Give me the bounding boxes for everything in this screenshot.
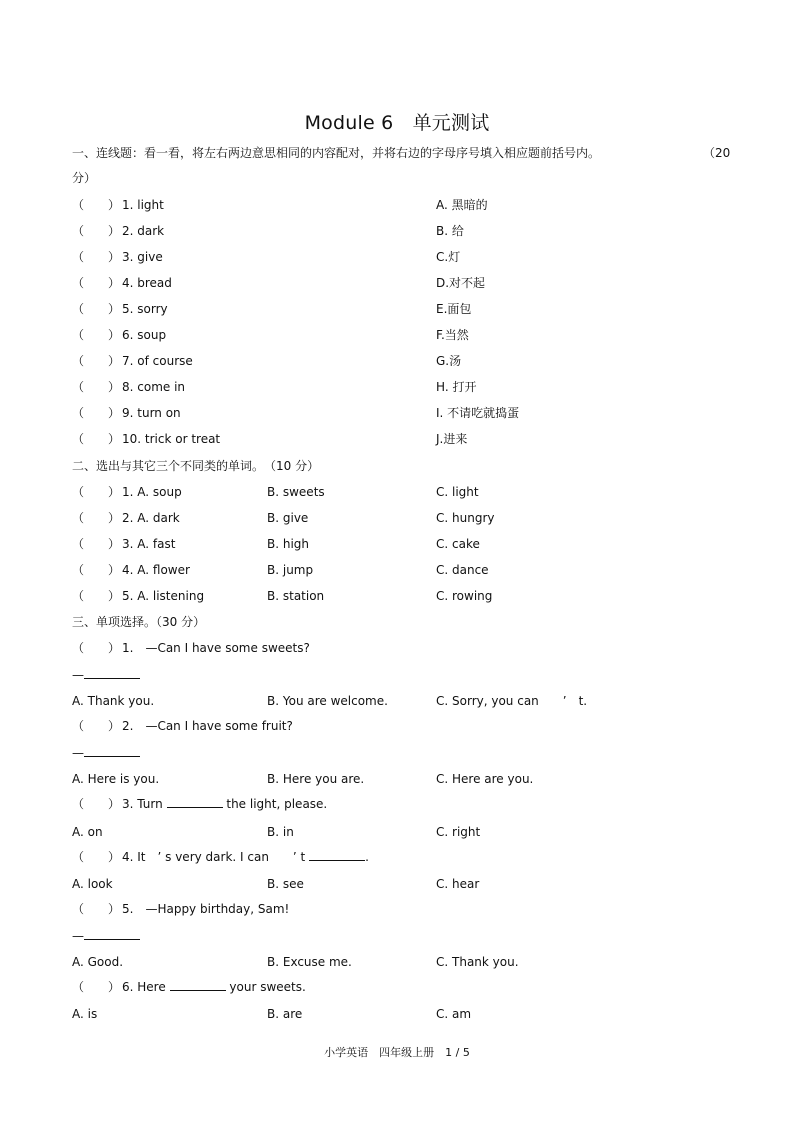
option-b: B. sweets <box>267 485 325 499</box>
answer-paren[interactable]: （ ） <box>72 589 121 603</box>
option-c: C. rowing <box>436 589 493 603</box>
q2-option-c: C. Here are you. <box>436 772 534 786</box>
option-a: 4. A. flower <box>122 563 190 577</box>
q6-option-b: B. are <box>267 1007 303 1021</box>
option-b: B. give <box>267 511 309 525</box>
option-a: 2. A. dark <box>122 511 180 525</box>
answer-paren[interactable]: （ ） <box>72 302 121 316</box>
odd-one-out-row <box>72 510 180 526</box>
answer-paren[interactable]: （ ） <box>72 354 121 368</box>
odd-one-out-row <box>72 484 182 500</box>
match-left-label: 7. of course <box>122 354 193 368</box>
q1-option-c: C. Sorry, you can ’ t. <box>436 694 588 708</box>
section1-header: 一、连线题：看一看，将左右两边意思相同的内容配对，并将右边的字母序号填入相应题前括号内。 <box>72 146 601 160</box>
option-c: C. hungry <box>436 511 495 525</box>
match-left-item <box>72 275 172 291</box>
answer-paren[interactable]: （ ） <box>72 563 121 577</box>
match-right-item: A. 黑暗的 <box>436 198 488 212</box>
answer-paren[interactable]: （ ） <box>72 719 121 733</box>
match-left-item <box>72 249 163 265</box>
q3-option-a: A. on <box>72 825 103 839</box>
match-left-label: 4. bread <box>122 276 172 290</box>
q2-option-a: A. Here is you. <box>72 772 160 786</box>
answer-paren[interactable]: （ ） <box>72 980 121 994</box>
q4-option-a: A. look <box>72 877 113 891</box>
option-a: 3. A. fast <box>122 537 176 551</box>
match-left-label: 1. light <box>122 198 164 212</box>
match-left-label: 8. come in <box>122 380 186 394</box>
page-title: Module 6 单元测试 <box>304 112 490 134</box>
option-a: 1. A. soup <box>122 485 182 499</box>
answer-paren[interactable]: （ ） <box>72 902 121 916</box>
section1-points-cont: 分） <box>72 171 97 185</box>
q2-option-b: B. Here you are. <box>267 772 365 786</box>
question-1-stem: 1. —Can I have some sweets? <box>122 641 310 655</box>
match-left-label: 2. dark <box>122 224 165 238</box>
q5-option-c: C. Thank you. <box>436 955 519 969</box>
section2-header: 二、选出与其它三个不同类的单词。 （10 分） <box>72 459 320 473</box>
match-left-item <box>72 301 168 317</box>
question-6: （ ） 6. Here your sweets. <box>72 980 306 994</box>
section1-points: （20 <box>703 146 731 160</box>
option-c: C. cake <box>436 537 480 551</box>
match-left-label: 5. sorry <box>122 302 168 316</box>
answer-paren[interactable]: （ ） <box>72 511 121 525</box>
option-a: 5. A. listening <box>122 589 205 603</box>
q3-option-c: C. right <box>436 825 481 839</box>
answer-paren[interactable]: （ ） <box>72 224 121 238</box>
match-right-item: I. 不请吃就捣蛋 <box>436 406 520 420</box>
page-footer: 小学英语 四年级上册 1 / 5 <box>324 1046 470 1059</box>
answer-paren[interactable]: （ ） <box>72 485 121 499</box>
answer-paren[interactable]: （ ） <box>72 328 121 342</box>
odd-one-out-row <box>72 588 204 604</box>
answer-paren[interactable]: （ ） <box>72 850 121 864</box>
answer-blank[interactable] <box>170 979 226 991</box>
match-left-item <box>72 327 166 343</box>
q5-option-a: A. Good. <box>72 955 124 969</box>
match-left-item <box>72 223 164 239</box>
q4-option-b: B. see <box>267 877 304 891</box>
answer-blank[interactable] <box>84 928 140 940</box>
question-2-stem: 2. —Can I have some fruit? <box>122 719 293 733</box>
question-5-stem: 5. —Happy birthday, Sam! <box>122 902 290 916</box>
match-right-item: E.面包 <box>436 302 472 316</box>
match-left-item <box>72 353 193 369</box>
match-right-item: J.进来 <box>436 432 468 446</box>
match-right-item: F.当然 <box>436 328 469 342</box>
answer-paren[interactable]: （ ） <box>72 797 121 811</box>
answer-paren[interactable]: （ ） <box>72 380 121 394</box>
answer-paren[interactable]: （ ） <box>72 406 121 420</box>
q6-option-a: A. is <box>72 1007 98 1021</box>
odd-one-out-row <box>72 536 175 552</box>
match-right-item: G.汤 <box>436 354 462 368</box>
answer-paren[interactable]: （ ） <box>72 198 121 212</box>
answer-line-1[interactable]: — <box>72 667 140 683</box>
answer-paren[interactable]: （ ） <box>72 250 121 264</box>
answer-paren[interactable]: （ ） <box>72 641 121 655</box>
answer-paren[interactable]: （ ） <box>72 432 121 446</box>
q4-option-c: C. hear <box>436 877 480 891</box>
match-left-label: 9. turn on <box>122 406 181 420</box>
answer-blank[interactable] <box>84 745 140 757</box>
answer-paren[interactable]: （ ） <box>72 276 121 290</box>
match-right-item: C.灯 <box>436 250 461 264</box>
answer-line-2[interactable]: — <box>72 745 140 761</box>
option-c: C. light <box>436 485 479 499</box>
match-left-item <box>72 405 181 421</box>
question-2 <box>72 718 293 734</box>
q1-option-a: A. Thank you. <box>72 694 155 708</box>
q6-option-c: C. am <box>436 1007 472 1021</box>
answer-paren[interactable]: （ ） <box>72 537 121 551</box>
question-1 <box>72 640 310 656</box>
match-left-label: 3. give <box>122 250 163 264</box>
odd-one-out-row <box>72 562 190 578</box>
match-left-item <box>72 379 185 395</box>
match-right-item: D.对不起 <box>436 276 486 290</box>
q3-option-b: B. in <box>267 825 294 839</box>
match-right-item: B. 给 <box>436 224 464 238</box>
answer-line-5[interactable]: — <box>72 928 140 944</box>
section3-header: 三、单项选择。（30 分） <box>72 615 206 629</box>
option-b: B. jump <box>267 563 314 577</box>
q5-option-b: B. Excuse me. <box>267 955 352 969</box>
answer-blank[interactable] <box>167 796 223 808</box>
answer-blank[interactable] <box>309 849 365 861</box>
option-b: B. high <box>267 537 310 551</box>
question-5 <box>72 901 289 917</box>
answer-blank[interactable] <box>84 667 140 679</box>
option-c: C. dance <box>436 563 489 577</box>
match-left-item <box>72 197 164 213</box>
question-4: （ ） 4. It ’ s very dark. I can ’ t . <box>72 850 369 864</box>
match-right-item: H. 打开 <box>436 380 477 394</box>
q1-option-b: B. You are welcome. <box>267 694 388 708</box>
option-b: B. station <box>267 589 325 603</box>
match-left-label: 6. soup <box>122 328 167 342</box>
question-3: （ ） 3. Turn the light, please. <box>72 797 328 811</box>
match-left-item <box>72 431 220 447</box>
match-left-label: 10. trick or treat <box>122 432 221 446</box>
